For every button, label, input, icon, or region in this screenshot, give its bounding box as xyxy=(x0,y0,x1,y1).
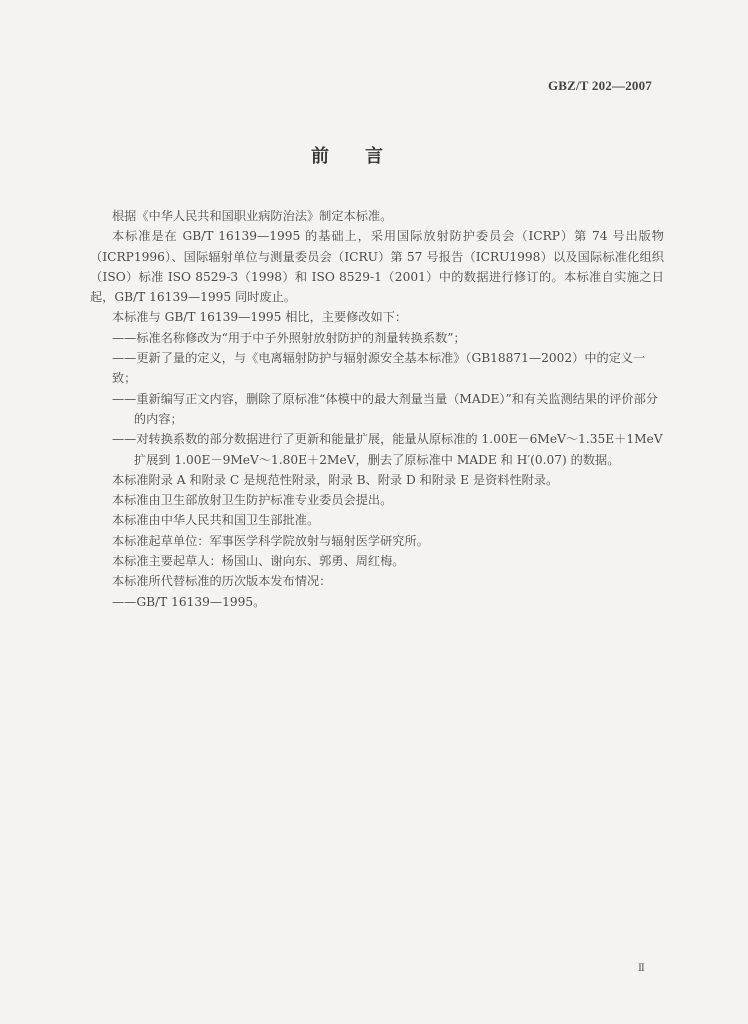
paragraph-drafting-unit: 本标准起草单位：军事医学科学院放射与辐射医学研究所。 xyxy=(111,533,429,548)
change-item-3: ——重新编写正文内容，删除了原标准“体模中的最大剂量当量（MADE）”和有关监测结果的评价部分的内容； xyxy=(111,391,658,426)
change-item-4: ——对转换系数的部分数据进行了更新和能量扩展，能量从原标准的 1.00E－6MeV～1.35E＋1MeV 扩展到 1.00E－9MeV～1.80E＋2MeV，删去了原标准中 MADE 和 H′(0.07) 的数据。 xyxy=(111,432,663,467)
paragraph-proposer: 本标准由卫生部放射卫生防护标准专业委员会提出。 xyxy=(111,493,393,508)
page-title: 前言 xyxy=(311,146,419,167)
paragraph-changes-intro: 本标准与 GB/T 16139—1995 相比，主要修改如下： xyxy=(111,310,408,325)
standard-code: GBZ/T 202—2007 xyxy=(547,78,652,93)
paragraph-basis: 根据《中华人民共和国职业病防治法》制定本标准。 xyxy=(111,209,393,223)
paragraph-revision-basis: 本标准是在 GB/T 16139—1995 的基础上，采用国际放射防护委员会（ICRP）第 74 号出版物（ICRP1996）、国际辐射单位与测量委员会（ICRU）第 57 号报告（ICRU1998）以及国际标准化组织（ISO）标准 ISO 8529-3（1998）和 ISO 8529-1（2001）中的数据进行修订的。本标准自实施之日起，GB/T 16139—1995 同时废止。 xyxy=(90,229,664,305)
page-number: Ⅱ xyxy=(638,963,645,974)
paragraph-appendices: 本标准附录 A 和附录 C 是规范性附录，附录 B、附录 D 和附录 E 是资料性附录。 xyxy=(111,472,559,487)
foreword-body xyxy=(90,206,664,612)
change-item-1: ——标准名称修改为“用于中子外照射放射防护的剂量转换系数”； xyxy=(111,330,466,345)
paragraph-history-intro: 本标准所代替标准的历次版本发布情况： xyxy=(111,574,332,589)
history-item-1: ——GB/T 16139—1995。 xyxy=(111,594,266,609)
paragraph-approver: 本标准由中华人民共和国卫生部批准。 xyxy=(111,513,320,528)
paragraph-drafters: 本标准主要起草人：杨国山、谢向东、郭勇、周红梅。 xyxy=(111,554,405,569)
change-item-2: ——更新了量的定义，与《电离辐射防护与辐射源安全基本标准》（GB18871—2002）中的定义一致； xyxy=(111,351,646,386)
